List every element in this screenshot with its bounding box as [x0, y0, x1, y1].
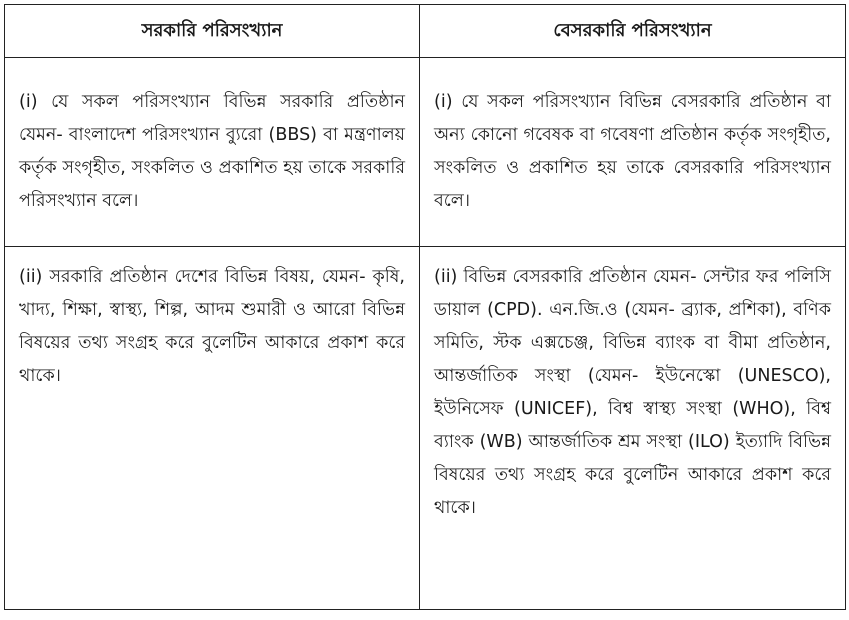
comparison-table [4, 4, 846, 610]
cell-non-government-examples: (ii) বিভিন্ন বেসরকারি প্রতিষ্ঠান যেমন- সেন্টার ফর পলিসি ডায়াল (CPD). এন.জি.ও (যেমন- ব্র্যাক, প্রশিকা), বণিক সমিতি, স্টক এক্সচেঞ্জ, বিভিন্ন ব্যাংক বা বীমা প্রতিষ্ঠান, আন্তর্জাতিক সংস্থা (যেমন- ইউনেস্কো (UNESCO), ইউনিসেফ (UNICEF), বিশ্ব স্বাস্থ্য সংস্থা (WHO), বিশ্ব ব্যাংক (WB) আন্তর্জাতিক শ্রম সংস্থা (ILO) ইত্যাদি বিভিন্ন বিষয়ের তথ্য সংগ্রহ করে বুলেটিন আকারে প্রকাশ করে থাকে। [420, 247, 846, 610]
cell-government-examples: (ii) সরকারি প্রতিষ্ঠান দেশের বিভিন্ন বিষয়, যেমন- কৃষি, খাদ্য, শিক্ষা, স্বাস্থ্য, শিল্প, আদম শুমারী ও আরো বিভিন্ন বিষয়ের তথ্য সংগ্রহ করে বুলেটিন আকারে প্রকাশ করে থাকে। [5, 247, 420, 610]
table-header-row [5, 5, 846, 58]
cell-government-definition: (i) যে সকল পরিসংখ্যান বিভিন্ন সরকারি প্রতিষ্ঠান যেমন- বাংলাদেশ পরিসংখ্যান ব্যুরো (BBS) বা মন্ত্রণালয় কর্তৃক সংগৃহীত, সংকলিত ও প্রকাশিত হয় তাকে সরকারি পরিসংখ্যান বলে। [5, 58, 420, 247]
table-row [5, 58, 846, 247]
header-government-statistics: সরকারি পরিসংখ্যান [5, 5, 420, 58]
header-non-government-statistics: বেসরকারি পরিসংখ্যান [420, 5, 846, 58]
table-row [5, 247, 846, 610]
cell-non-government-definition: (i) যে সকল পরিসংখ্যান বিভিন্ন বেসরকারি প্রতিষ্ঠান বা অন্য কোনো গবেষক বা গবেষণা প্রতিষ্ঠান কর্তৃক সংগৃহীত, সংকলিত ও প্রকাশিত হয় তাকে বেসরকারি পরিসংখ্যান বলে। [420, 58, 846, 247]
